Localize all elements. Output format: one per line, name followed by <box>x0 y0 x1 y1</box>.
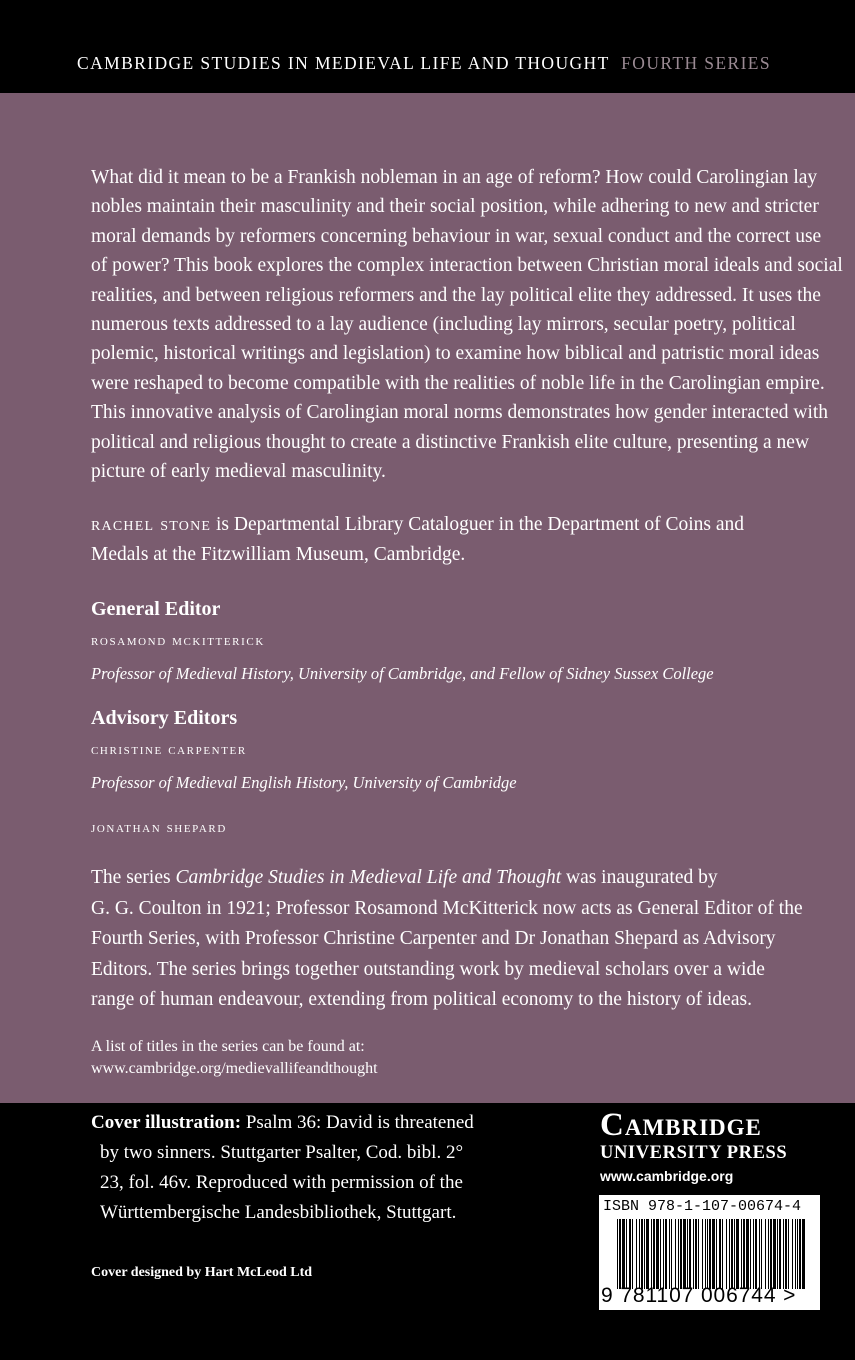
series-header-bar <box>0 0 855 93</box>
barcode-bar <box>768 1219 769 1289</box>
barcode-bar <box>689 1219 691 1289</box>
cover-designer-credit: Cover designed by Hart McLeod Ltd <box>91 1265 313 1280</box>
barcode-bar <box>636 1219 637 1289</box>
series-list-text: A list of titles in the series can be found at: <box>91 1038 365 1055</box>
barcode-bar <box>639 1219 640 1289</box>
credit-line: Württembergische Landesbibliothek, Stuttgart. <box>100 1202 457 1223</box>
barcode-bar <box>731 1219 733 1289</box>
barcode-bar <box>644 1219 645 1289</box>
barcode-bar <box>726 1219 727 1289</box>
barcode-bar <box>795 1219 796 1289</box>
barcode-bar <box>797 1219 798 1289</box>
barcode-bar <box>678 1219 679 1289</box>
barcode-bar <box>719 1219 721 1289</box>
credit-line <box>91 1108 511 1138</box>
author-bio-line <box>91 510 851 540</box>
series-description-line: G. G. Coulton in 1921; Professor Rosamond McKitterick now acts as General Editor of the <box>91 897 803 919</box>
general-editor-role: Professor of Medieval History, University of Cambridge, and Fellow of Sidney Sussex College <box>91 664 714 683</box>
barcode-bar <box>755 1219 757 1289</box>
cover-illustration-credit <box>91 1108 511 1228</box>
publisher-subtitle: UNIVERSITY PRESS <box>600 1143 788 1163</box>
barcode-bar <box>799 1219 801 1289</box>
barcode-bar <box>770 1219 772 1289</box>
isbn-label: ISBN 978-1-107-00674-4 <box>603 1198 802 1215</box>
general-editor-heading: General Editor <box>91 598 221 620</box>
series-text: was inaugurated by <box>561 867 718 888</box>
blurb-line: polemic, historical writings and legislation) to examine how biblical and patristic moral ideas <box>91 343 820 365</box>
series-name: CAMBRIDGE STUDIES IN MEDIEVAL LIFE AND THOUGHT <box>77 53 610 73</box>
barcode-bar <box>792 1219 793 1289</box>
barcode-bar <box>680 1219 682 1289</box>
barcode-bar <box>785 1219 787 1289</box>
advisory-editor-role: Professor of Medieval English History, University of Cambridge <box>91 773 517 792</box>
barcode-bar <box>705 1219 706 1289</box>
publisher-url: www.cambridge.org <box>600 1168 734 1184</box>
blurb-line: were reshaped to become compatible with the realities of noble life in the Carolingian empire. <box>91 372 825 394</box>
barcode-bar <box>779 1219 781 1289</box>
barcode-bar <box>622 1219 625 1289</box>
credit-label: Cover illustration: <box>91 1112 242 1133</box>
bottom-bar <box>0 1103 855 1360</box>
barcode-bar <box>722 1219 723 1289</box>
advisory-editor-name: christine carpenter <box>91 742 247 758</box>
barcode-bar <box>669 1219 670 1289</box>
blurb-line: realities, and between religious reformers and the lay political elite they addressed. It uses the <box>91 284 821 306</box>
barcode-bar <box>734 1219 735 1289</box>
author-bio-text: is Departmental Library Cataloguer in the Department of Coins and <box>211 514 744 535</box>
general-editor-name: rosamond mckitterick <box>91 633 265 649</box>
barcode-bar <box>743 1219 745 1289</box>
barcode-bar <box>741 1219 742 1289</box>
series-title <box>77 53 771 74</box>
advisory-editor-name: jonathan shepard <box>91 820 227 836</box>
series-title-italic: Cambridge Studies in Medieval Life and Thought <box>175 867 562 888</box>
publisher-name: Cambridge <box>600 1107 762 1143</box>
barcode-bar <box>753 1219 754 1289</box>
barcode-bar <box>716 1219 717 1289</box>
barcode-bar <box>750 1219 751 1289</box>
series-list-url: www.cambridge.org/medievallifeandthought <box>91 1060 378 1077</box>
barcode-bar <box>683 1219 686 1289</box>
barcode-bar <box>712 1219 715 1289</box>
barcode-bar <box>629 1219 631 1289</box>
blurb-line: This innovative analysis of Carolingian moral norms demonstrates how gender interacted with <box>91 402 829 424</box>
barcode-bar <box>619 1219 621 1289</box>
barcode-bar <box>660 1219 661 1289</box>
series-description <box>91 863 851 1016</box>
author-bio <box>91 510 851 570</box>
isbn-barcode <box>599 1195 820 1310</box>
blurb-line: of power? This book explores the complex interaction between Christian moral ideals and social <box>91 255 843 277</box>
barcode-bar <box>707 1219 708 1289</box>
blurb-line: numerous texts addressed to a lay audience (including lay mirrors, secular poetry, political <box>91 314 796 336</box>
credit-line: 23, fol. 46v. Reproduced with permission of the <box>100 1172 463 1193</box>
barcode-bar <box>783 1219 784 1289</box>
series-number: FOURTH SERIES <box>621 53 772 73</box>
blurb-line: nobles maintain their masculinity and their social position, while adhering to new and stricter <box>91 196 819 218</box>
barcode-bar <box>759 1219 760 1289</box>
barcode-bar <box>702 1219 703 1289</box>
barcode-bar <box>746 1219 749 1289</box>
series-description-line: Editors. The series brings together outstanding work by medieval scholars over a wide <box>91 958 765 980</box>
blurb-line: What did it mean to be a Frankish nobleman in an age of reform? How could Carolingian lay <box>91 167 818 188</box>
series-description-line <box>91 863 851 894</box>
barcode-bar <box>736 1219 739 1289</box>
publisher-logo <box>600 1107 830 1189</box>
barcode-bar <box>632 1219 633 1289</box>
author-bio-line: Medals at the Fitzwilliam Museum, Cambridge. <box>91 544 466 565</box>
barcode-bar <box>656 1219 659 1289</box>
barcode-bar <box>626 1219 627 1289</box>
barcode-digits: 9 781107 006744 > <box>601 1284 797 1307</box>
barcode-bar <box>765 1219 766 1289</box>
barcode-bar <box>663 1219 664 1289</box>
series-text: The series <box>91 867 176 888</box>
credit-line: by two sinners. Stuttgarter Psalter, Cod. bibl. 2° <box>100 1142 464 1163</box>
blurb-line: picture of early medieval masculinity. <box>91 461 386 483</box>
barcode-bar <box>646 1219 649 1289</box>
barcode-bar <box>777 1219 778 1289</box>
barcode-bar <box>773 1219 776 1289</box>
barcode-bar <box>617 1219 618 1289</box>
barcode-bar <box>698 1219 699 1289</box>
barcode-bar <box>729 1219 730 1289</box>
barcode-bar <box>761 1219 762 1289</box>
blurb-line: political and religious thought to create a distinctive Frankish elite culture, presenting a new <box>91 431 810 453</box>
series-description-line: range of human endeavour, extending from political economy to the history of ideas. <box>91 989 752 1011</box>
barcode-bar <box>653 1219 655 1289</box>
barcode-bar <box>693 1219 694 1289</box>
advisory-editors-heading: Advisory Editors <box>91 707 238 729</box>
blurb-line: moral demands by reformers concerning behaviour in war, sexual conduct and the correct use <box>91 225 822 247</box>
barcode-bar <box>788 1219 789 1289</box>
barcode-bar <box>671 1219 672 1289</box>
back-cover-panel <box>0 93 855 1103</box>
series-list-note <box>91 1036 378 1080</box>
barcode-bar <box>802 1219 805 1289</box>
barcode-bar <box>651 1219 652 1289</box>
book-blurb <box>91 163 855 486</box>
barcode-bar <box>641 1219 643 1289</box>
barcode-bar <box>695 1219 697 1289</box>
author-name: rachel stone <box>91 514 212 535</box>
barcode-bar <box>709 1219 711 1289</box>
barcode-bar <box>675 1219 676 1289</box>
series-description-line: Fourth Series, with Professor Christine Carpenter and Dr Jonathan Shepard as Advisory <box>91 928 776 950</box>
credit-text: Psalm 36: David is threatened <box>241 1112 474 1133</box>
barcode-bar <box>665 1219 667 1289</box>
barcode-bar <box>687 1219 688 1289</box>
barcode-bars <box>617 1219 807 1289</box>
